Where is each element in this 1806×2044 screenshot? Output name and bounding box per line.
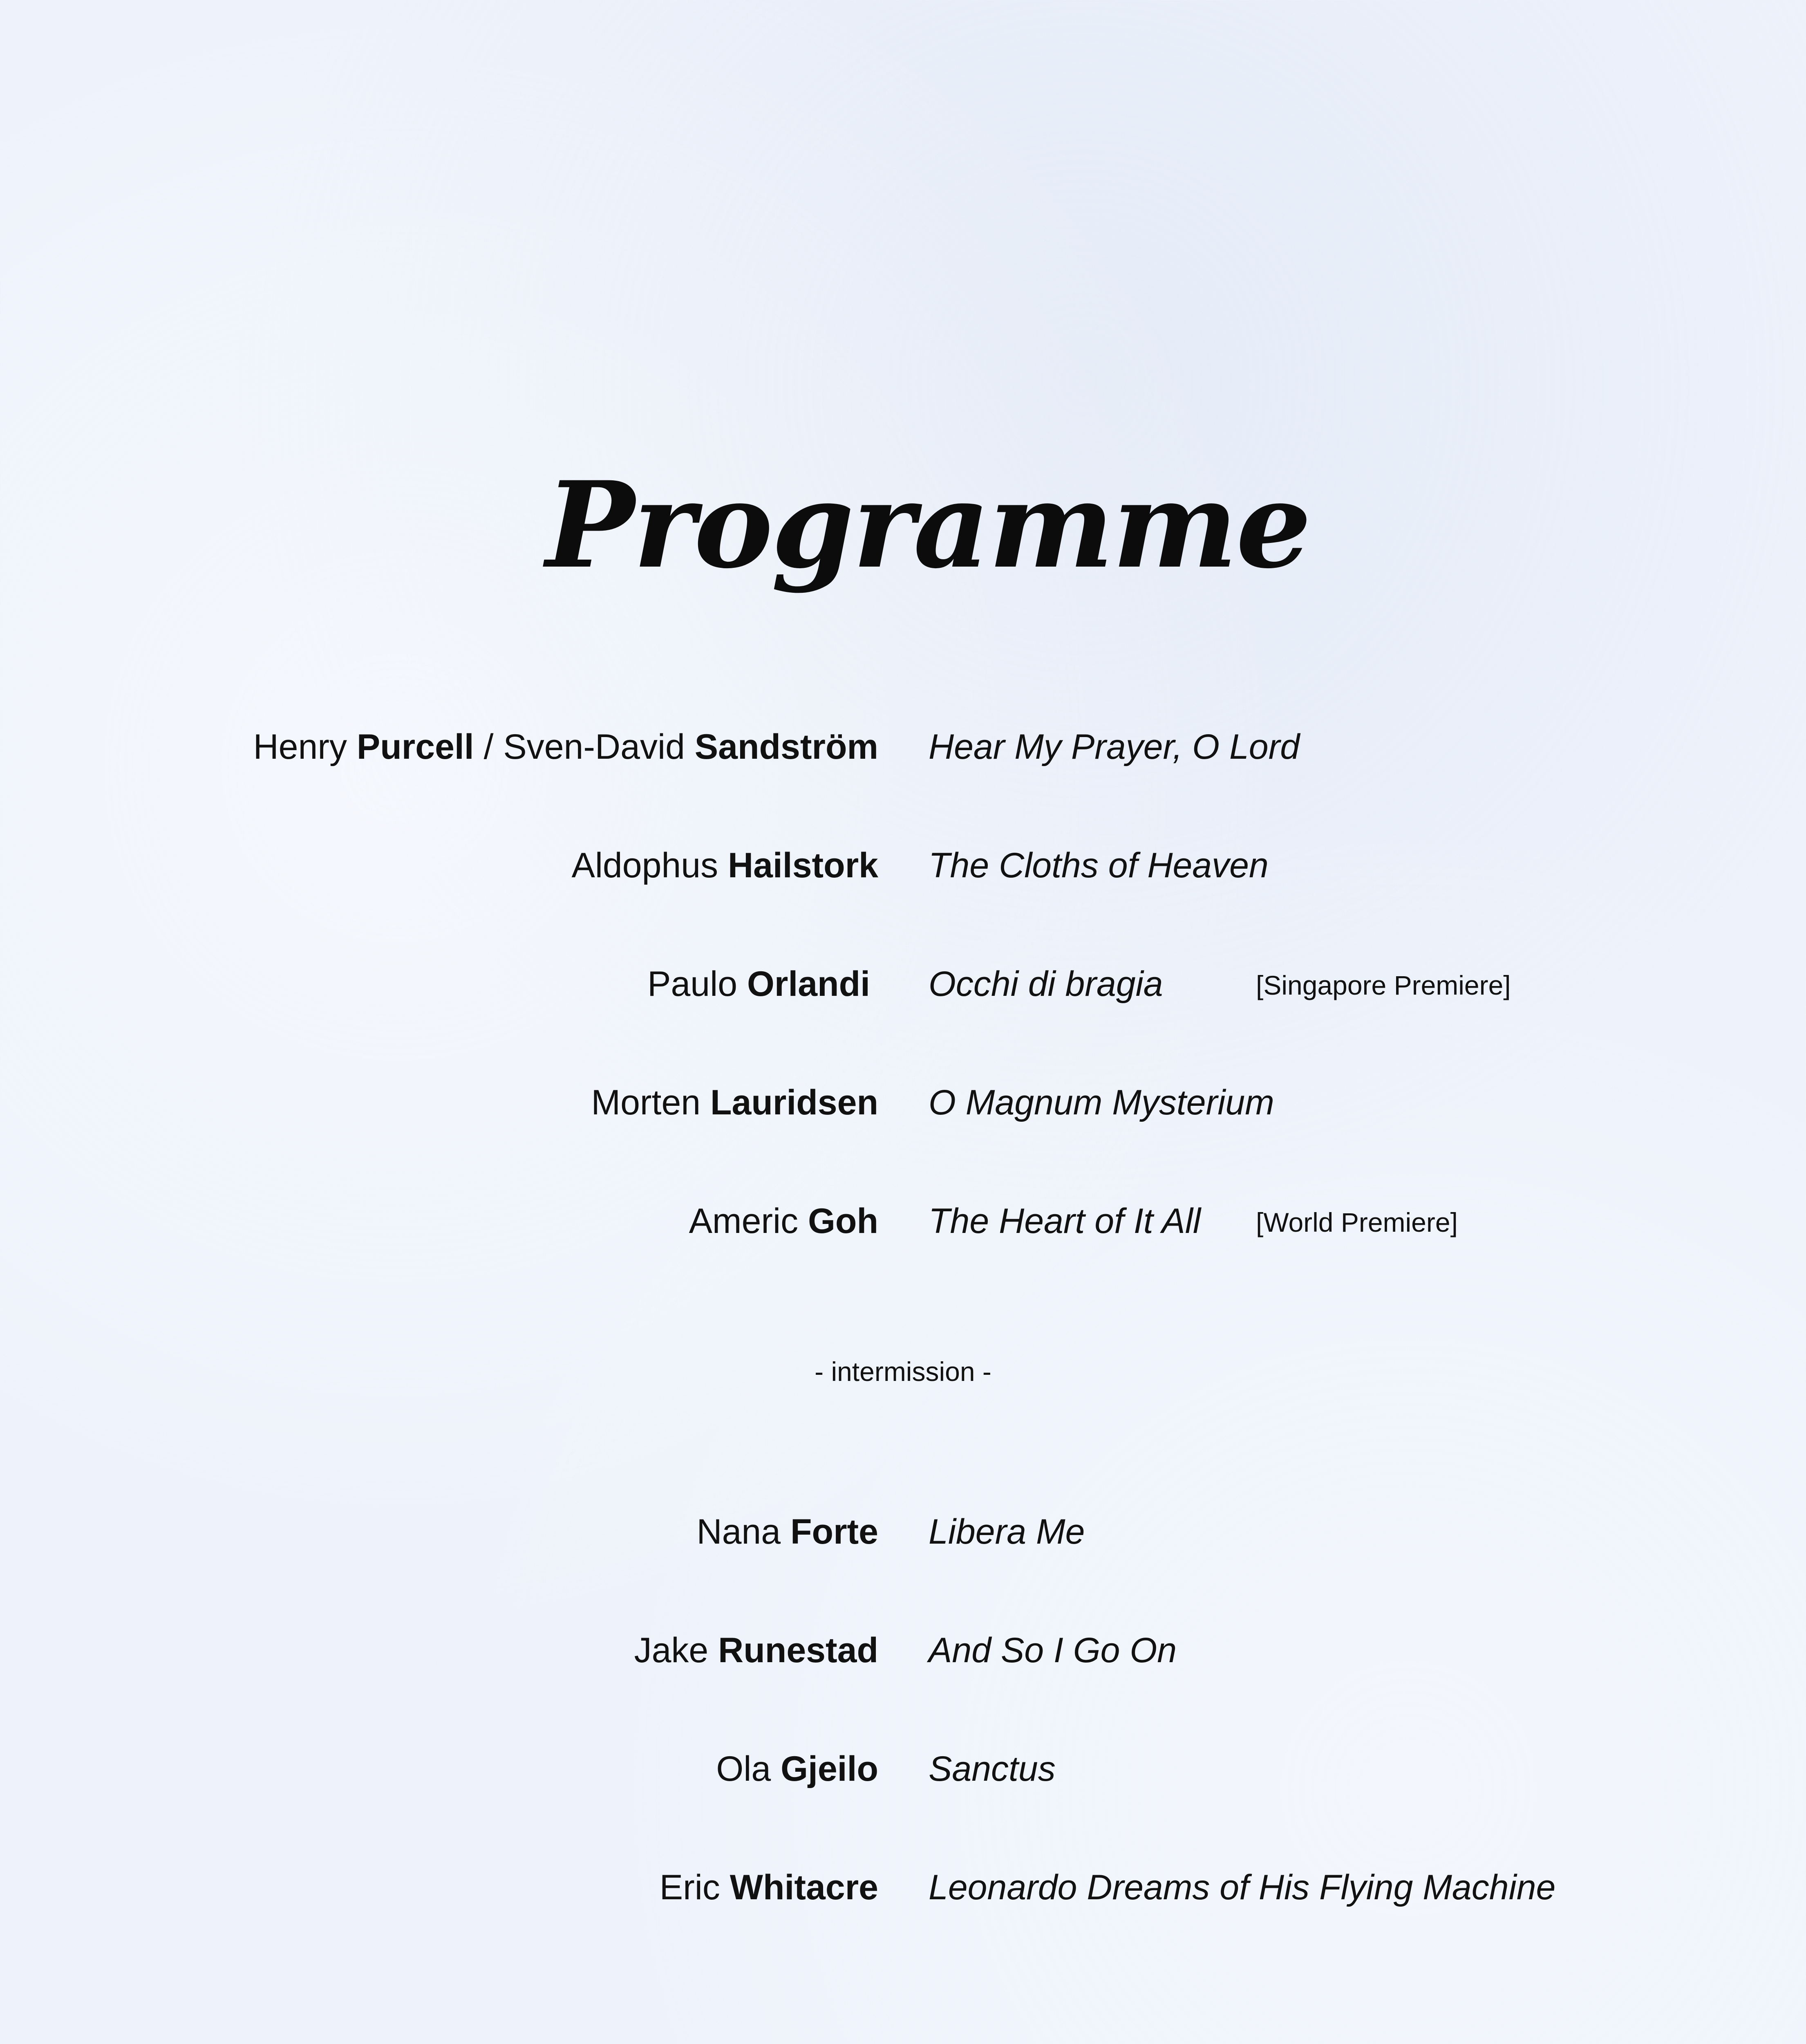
composer-surname: Goh <box>808 1201 878 1241</box>
composer-name-part: / Sven-David <box>474 727 695 766</box>
programme-item <box>0 1197 1806 1278</box>
composer-name-part: Ola <box>716 1749 781 1788</box>
composer-surname: Sandström <box>694 727 878 766</box>
composer-name-part: Nana <box>696 1512 790 1551</box>
composer-surname: Gjeilo <box>781 1749 878 1788</box>
work-title: The Heart of It All <box>929 1201 1201 1241</box>
programme-item <box>0 1744 1806 1826</box>
composer-name <box>660 1863 878 1912</box>
composer-name <box>647 959 870 1009</box>
composer-surname: Hailstork <box>727 846 878 885</box>
programme-item <box>0 1626 1806 1708</box>
composer-surname: Runestad <box>718 1631 878 1670</box>
composer-name-part: Jake <box>634 1631 718 1670</box>
work-title: Hear My Prayer, O Lord <box>929 727 1300 766</box>
programme-item <box>0 959 1806 1041</box>
work-title: Libera Me <box>929 1512 1085 1551</box>
composer-surname: Orlandi <box>747 964 870 1004</box>
work-title: Leonardo Dreams of His Flying Machine <box>929 1868 1556 1907</box>
programme-item <box>0 1507 1806 1589</box>
composer-surname: Lauridsen <box>710 1083 878 1122</box>
composer-surname: Forte <box>790 1512 878 1551</box>
work-title: The Cloths of Heaven <box>929 846 1269 885</box>
work-title: And So I Go On <box>929 1631 1177 1670</box>
programme-item <box>0 841 1806 923</box>
programme-item <box>0 1078 1806 1160</box>
composer-name-part: Morten <box>591 1083 711 1122</box>
composer-surname: Purcell <box>356 727 474 766</box>
page-title: Programme <box>546 456 1310 595</box>
composer-name <box>634 1626 878 1675</box>
composer-name <box>571 841 878 890</box>
composer-name-part: Aldophus <box>571 846 728 885</box>
composer-name <box>697 1507 879 1556</box>
work-title: O Magnum Mysterium <box>929 1083 1274 1122</box>
composer-name-part: Americ <box>689 1201 808 1241</box>
composer-name-part: Henry <box>253 727 357 766</box>
composer-name <box>253 722 878 771</box>
composer-name-part: Eric <box>659 1868 730 1907</box>
work-title: Occhi di bragia <box>929 964 1163 1004</box>
composer-name <box>689 1197 878 1246</box>
programme-item <box>0 1863 1806 1945</box>
composer-name <box>716 1744 878 1793</box>
premiere-note: [World Premiere] <box>1256 1207 1458 1237</box>
work-title: Sanctus <box>929 1749 1056 1788</box>
premiere-note: [Singapore Premiere] <box>1256 970 1511 1000</box>
composer-surname: Whitacre <box>730 1868 878 1907</box>
intermission-label: - intermission - <box>815 1356 991 1387</box>
composer-name <box>591 1078 878 1127</box>
composer-name-part: Paulo <box>647 964 747 1004</box>
programme-item <box>0 722 1806 804</box>
